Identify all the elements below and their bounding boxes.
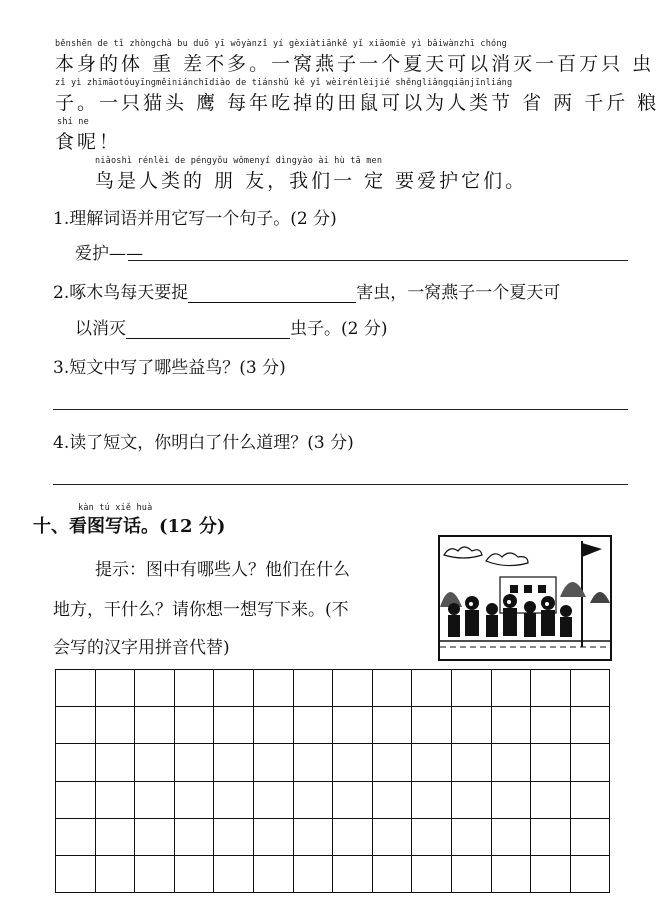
writing-cell[interactable] [214,819,254,856]
writing-cell[interactable] [96,707,136,744]
hint-line-2: 地方，干什么？请你想一想写下来。(不 [53,600,349,620]
writing-cell[interactable] [135,670,175,707]
cloud-icon [486,553,528,566]
writing-cell[interactable] [412,744,452,781]
writing-cell[interactable] [373,856,413,893]
question-2-part-4: 虫子。(2 分) [290,319,388,339]
writing-cell[interactable] [254,819,294,856]
question-1: 1.理解词语并用它写一个句子。(2 分) [53,209,337,229]
answer-blank-q2-a[interactable] [188,284,356,303]
writing-cell[interactable] [214,782,254,819]
writing-cell[interactable] [254,670,294,707]
writing-cell[interactable] [531,819,571,856]
writing-cell[interactable] [214,670,254,707]
writing-cell[interactable] [175,744,215,781]
writing-cell[interactable] [373,670,413,707]
answer-line-q3[interactable] [53,409,628,410]
pinyin-line-3: shí ne [57,117,89,127]
cloud-icon [444,547,482,558]
pinyin-line-1: běnshēn de tǐ zhòngchà bu duō yī wōyànzǐ yí gèxiàtiānkě yǐ xiāomiè yì bǎiwànzhī chóng [55,39,507,49]
writing-cell[interactable] [571,707,611,744]
writing-cell[interactable] [135,744,175,781]
writing-cell[interactable] [571,856,611,893]
writing-cell[interactable] [254,856,294,893]
question-2-part-2: 害虫，一窝燕子一个夏天可 [356,283,561,303]
writing-cell[interactable] [412,819,452,856]
writing-cell[interactable] [412,856,452,893]
writing-cell[interactable] [452,744,492,781]
passage-line-4: 鸟是人类的 朋 友，我们一 定 要爱护它们。 [95,170,528,192]
writing-cell[interactable] [96,782,136,819]
writing-cell[interactable] [294,707,334,744]
writing-cell[interactable] [531,670,571,707]
answer-blank-q2-b[interactable] [126,320,290,339]
writing-cell[interactable] [96,819,136,856]
writing-cell[interactable] [254,782,294,819]
question-4: 4.读了短文，你明白了什么道理？(3 分) [53,433,354,453]
writing-cell[interactable] [373,782,413,819]
writing-cell[interactable] [135,819,175,856]
writing-cell[interactable] [214,856,254,893]
writing-cell[interactable] [96,744,136,781]
writing-cell[interactable] [412,707,452,744]
writing-cell[interactable] [452,782,492,819]
writing-cell[interactable] [56,782,96,819]
writing-cell[interactable] [96,856,136,893]
writing-cell[interactable] [412,782,452,819]
writing-cell[interactable] [333,856,373,893]
writing-cell[interactable] [96,670,136,707]
writing-cell[interactable] [175,819,215,856]
writing-cell[interactable] [333,670,373,707]
writing-cell[interactable] [531,782,571,819]
answer-line-q4[interactable] [53,484,628,485]
writing-cell[interactable] [452,670,492,707]
pinyin-line-2: zǐ yì zhīmāotóuyīngměiniánchīdiào de tiánshǔ kě yǐ wèirénlèijié shěngliǎngqiānjīnliáng [55,78,513,88]
writing-cell[interactable] [452,856,492,893]
passage-line-3: 食呢！ [55,131,122,153]
writing-cell[interactable] [56,707,96,744]
writing-cell[interactable] [214,707,254,744]
writing-cell[interactable] [492,670,532,707]
writing-cell[interactable] [254,707,294,744]
writing-cell[interactable] [571,782,611,819]
writing-cell[interactable] [175,670,215,707]
writing-cell[interactable] [175,856,215,893]
writing-cell[interactable] [294,782,334,819]
writing-cell[interactable] [492,707,532,744]
question-2 [53,278,560,303]
hint-line-3: 会写的汉字用拼音代替) [53,638,230,658]
section-title-pinyin: kàn tú xiě huà [78,503,153,513]
writing-cell[interactable] [571,744,611,781]
writing-cell[interactable] [571,819,611,856]
question-2-continued [75,314,387,339]
writing-cell[interactable] [294,670,334,707]
writing-cell[interactable] [135,856,175,893]
writing-cell[interactable] [492,744,532,781]
writing-cell[interactable] [571,670,611,707]
passage-line-2: 子。一只猫头 鹰 每年吃掉的田鼠可以为人类节 省 两 千斤 粮 [55,92,659,114]
writing-cell[interactable] [294,856,334,893]
pinyin-line-4: niǎoshì rénlèi de péngyǒu wǒmenyí dìngyào ài hù tā men [95,156,383,166]
writing-cell[interactable] [373,819,413,856]
answer-line-q1[interactable] [128,260,628,261]
writing-cell[interactable] [56,819,96,856]
question-1-word: 爱护—— [75,244,143,264]
writing-cell[interactable] [373,707,413,744]
scene-illustration [438,535,612,661]
writing-cell[interactable] [56,670,96,707]
writing-cell[interactable] [333,707,373,744]
writing-cell[interactable] [175,707,215,744]
flag-icon [582,543,602,557]
writing-cell[interactable] [531,744,571,781]
passage-line-1: 本身的体 重 差不多。一窝燕子一个夏天可以消灭一百万只 虫 [55,53,655,75]
writing-cell[interactable] [373,744,413,781]
writing-cell[interactable] [492,819,532,856]
writing-cell[interactable] [452,707,492,744]
writing-cell[interactable] [333,819,373,856]
writing-cell[interactable] [333,744,373,781]
writing-cell[interactable] [294,744,334,781]
writing-cell[interactable] [531,707,571,744]
writing-cell[interactable] [333,782,373,819]
section-title: 十、看图写话。(12 分) [33,516,226,537]
writing-cell[interactable] [412,670,452,707]
illustration-svg [440,537,610,659]
writing-cell[interactable] [452,819,492,856]
writing-cell[interactable] [531,856,571,893]
writing-cell[interactable] [492,856,532,893]
writing-cell[interactable] [214,744,254,781]
writing-cell[interactable] [175,782,215,819]
writing-cell[interactable] [492,782,532,819]
question-2-part-1: 2.啄木鸟每天要捉 [53,283,189,303]
writing-cell[interactable] [135,707,175,744]
question-3: 3.短文中写了哪些益鸟？(3 分) [53,358,286,378]
question-2-part-3: 以消灭 [75,319,126,339]
writing-cell[interactable] [56,856,96,893]
writing-cell[interactable] [56,744,96,781]
writing-cell[interactable] [254,744,294,781]
writing-cell[interactable] [294,819,334,856]
writing-grid [55,669,610,893]
writing-cell[interactable] [135,782,175,819]
hint-line-1: 提示：图中有哪些人？他们在什么 [95,560,350,580]
